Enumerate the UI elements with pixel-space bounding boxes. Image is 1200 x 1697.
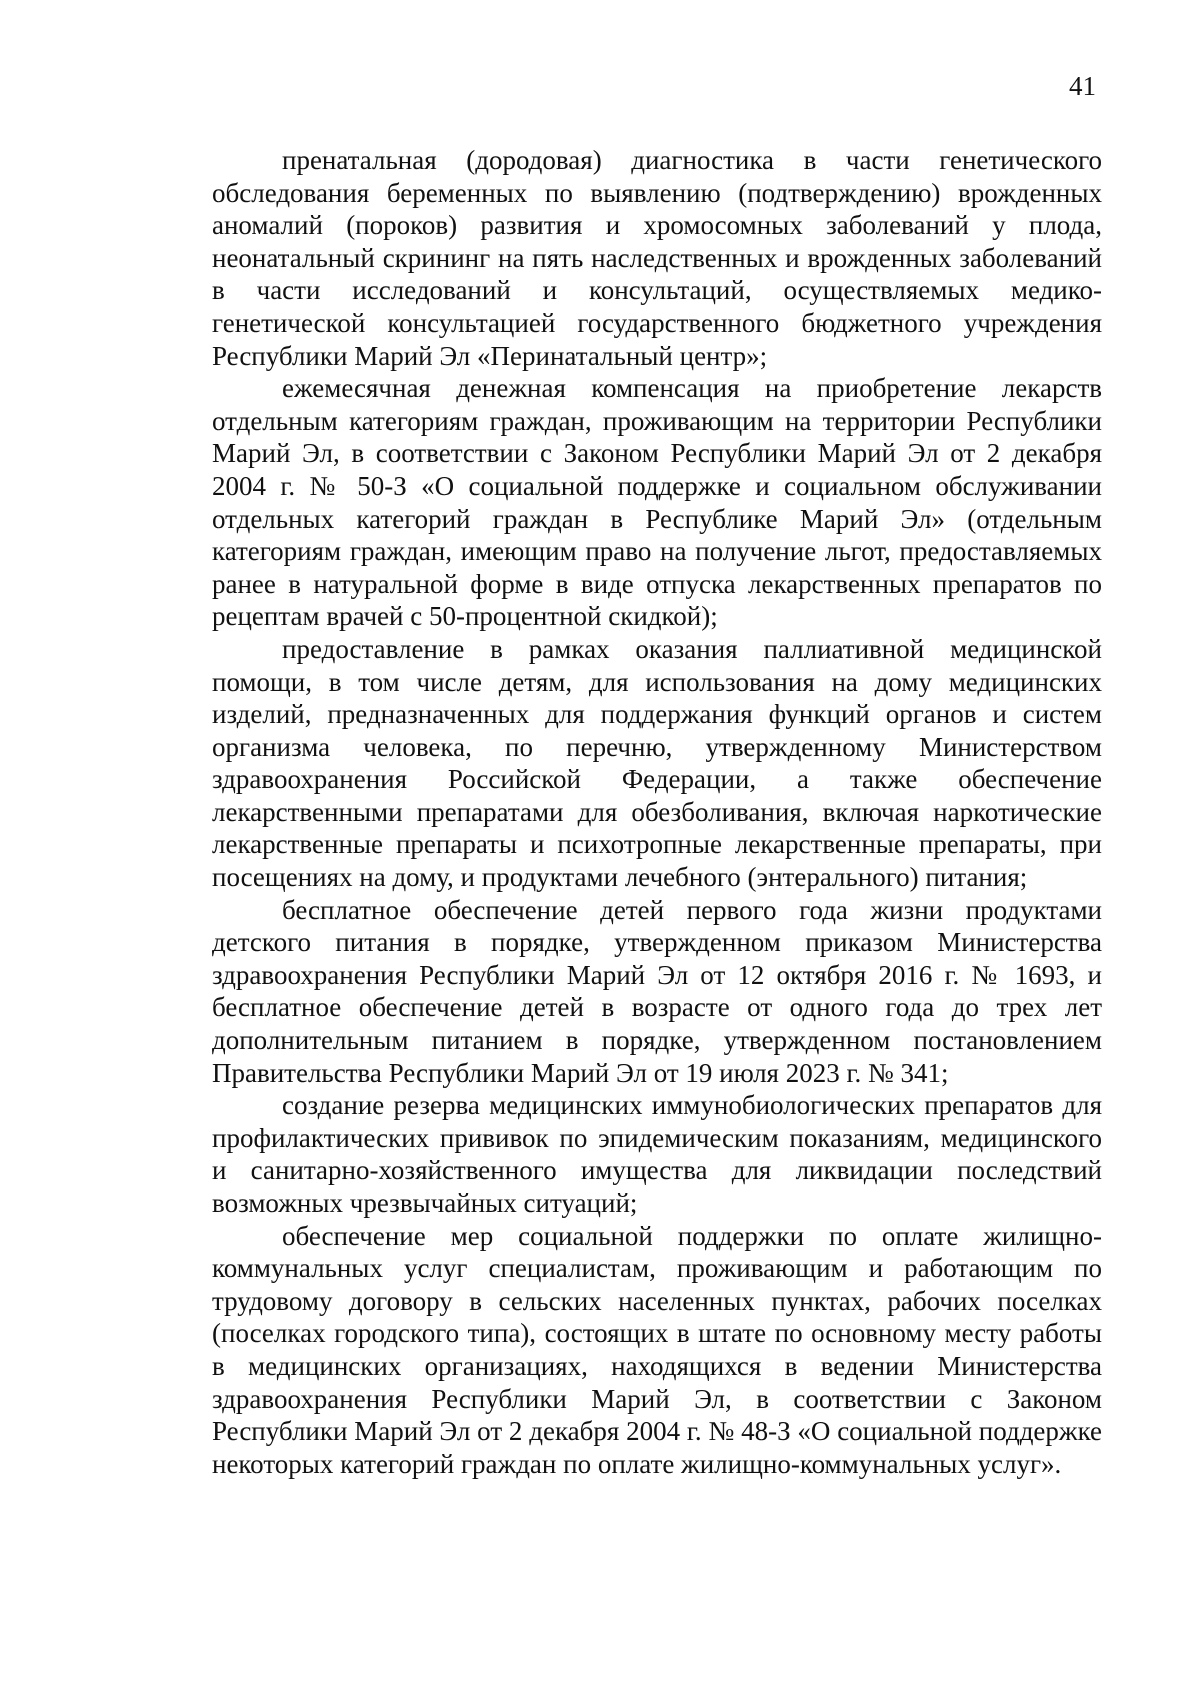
paragraph-palliative-care: предоставление в рамках оказания паллиативной медицинской помощи, в том числе детям, для использования на дому медицинских изделий, предназначенных для поддержания функций органов и систем организма человека, по перечню, утвержденному Министерством здравоохранения Российской Федерации, а также обеспечение лекарственными препаратами для обезболивания, включая наркотические лекарственные препараты и психотропные лекарственные препараты, при посещениях на дому, и продуктами лечебного (энтерального) питания;: [212, 633, 1102, 893]
paragraph-housing-support: обеспечение мер социальной поддержки по оплате жилищно-коммунальных услуг специалистам, проживающим и работающим по трудовому договору в сельских населенных пунктах, рабочих поселках (поселках городского типа), состоящих в штате по основному месту работы в медицинских организациях, находящихся в ведении Министерства здравоохранения Республики Марий Эл, в соответствии с Законом Республики Марий Эл от 2 декабря 2004 г. № 48-З «О социальной поддержке некоторых категорий граждан по оплате жилищно-коммунальных услуг».: [212, 1220, 1102, 1479]
page-number: 41: [1069, 71, 1096, 101]
paragraph-child-nutrition: бесплатное обеспечение детей первого года жизни продуктами детского питания в порядке, утвержденном приказом Министерства здравоохранения Республики Марий Эл от 12 октября 2016 г. № 1693, и бесплатное обеспечение детей в возрасте от одного года до трех лет дополнительным питанием в порядке, утвержденном постановлением Правительства Республики Марий Эл от 19 июля 2023 г. № 341;: [212, 894, 1102, 1088]
document-body: [212, 144, 1102, 1480]
paragraph-prenatal-diagnostics: пренатальная (дородовая) диагностика в части генетического обследования беременных по выявлению (подтверждению) врожденных аномалий (пороков) развития и хромосомных заболеваний у плода, неонатальный скрининг на пять наследственных и врожденных заболеваний в части исследований и консультаций, осуществляемых медико-генетической консультацией государственного бюджетного учреждения Республики Марий Эл «Перинатальный центр»;: [212, 145, 1102, 371]
paragraph-medicine-compensation: ежемесячная денежная компенсация на приобретение лекарств отдельным категориям граждан, проживающим на территории Республики Марий Эл, в соответствии с Законом Республики Марий Эл от 2 декабря 2004 г. № 50-З «О социальной поддержке и социальном обслуживании отдельных категорий граждан в Республике Марий Эл» (отдельным категориям граждан, имеющим право на получение льгот, предоставляемых ранее в натуральной форме в виде отпуска лекарственных препаратов по рецептам врачей с 50-процентной скидкой);: [212, 373, 1102, 632]
paragraph-emergency-reserve: создание резерва медицинских иммунобиологических препаратов для профилактических прививок по эпидемическим показаниям, медицинского и санитарно-хозяйственного имущества для ликвидации последствий возможных чрезвычайных ситуаций;: [212, 1090, 1102, 1218]
